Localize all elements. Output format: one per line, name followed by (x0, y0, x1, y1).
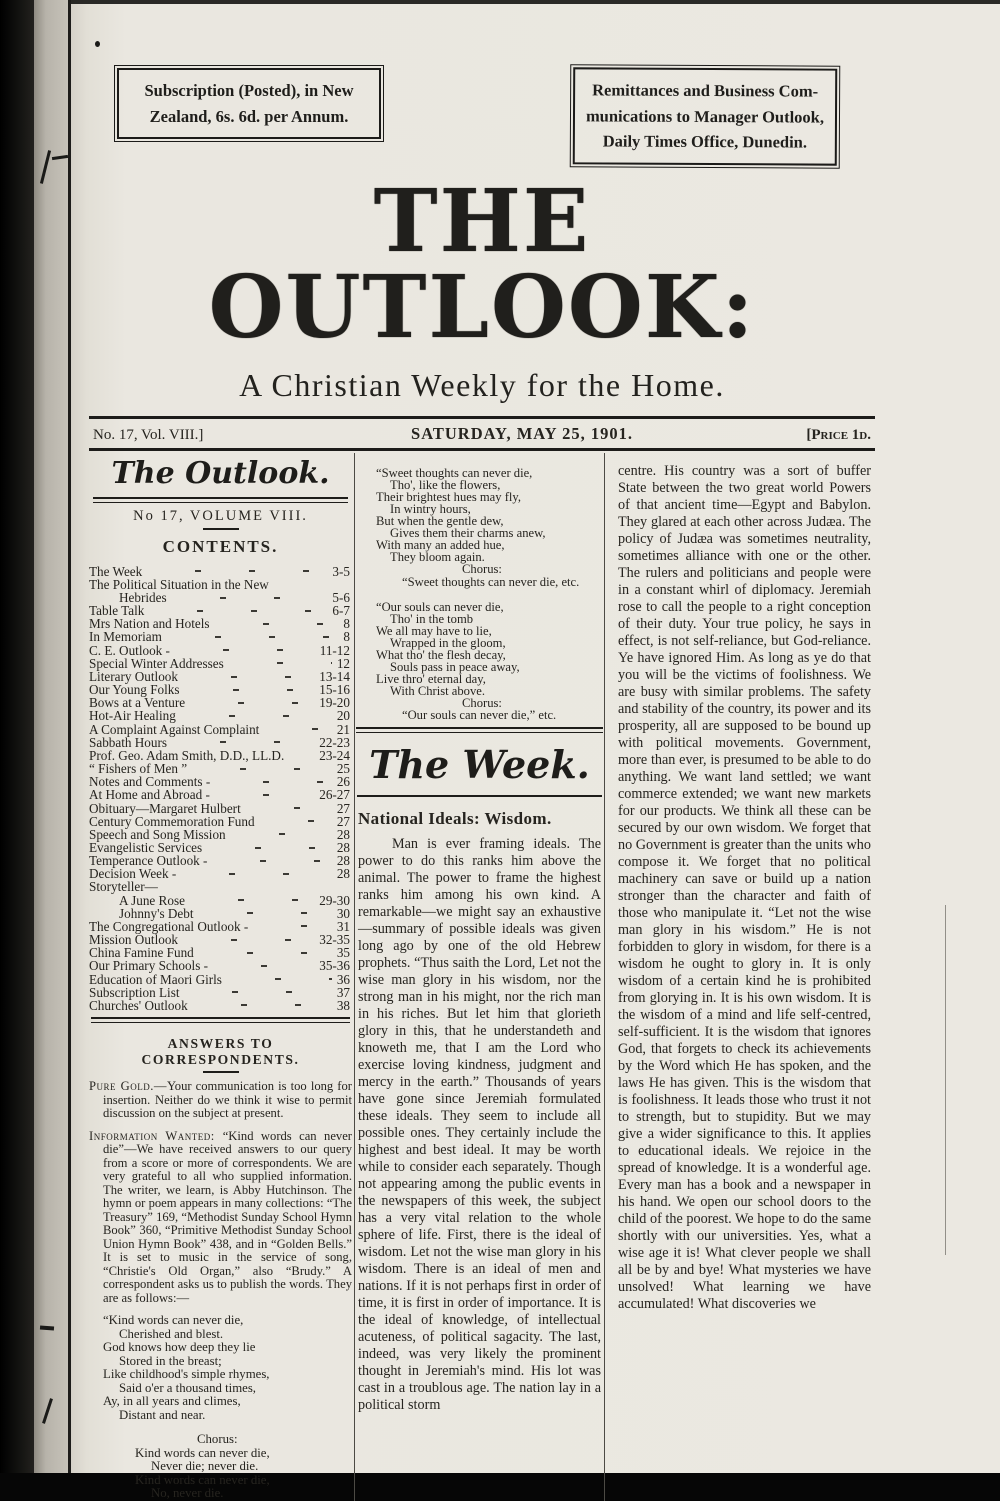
dash-leader (190, 899, 314, 901)
contents-item-title: Hebrides (119, 590, 167, 605)
contents-item-page: 3-5 (332, 563, 350, 579)
contents-item-page: 35-36 (319, 958, 350, 974)
poem-line: We all may have to lie, (376, 623, 492, 638)
dash-leader (167, 636, 339, 638)
contents-item-page: 5-6 (332, 590, 350, 605)
poem-line: Kind words can never die, (135, 1472, 270, 1487)
contents-row (89, 565, 350, 578)
dash-leader (264, 728, 331, 730)
contents-row (89, 815, 350, 828)
contents-item-title: Temperance Outlook - (89, 853, 208, 869)
contents-item-page: 31 (336, 918, 350, 934)
contents-item-title: “ Fishers of Men ” (89, 761, 188, 777)
article-text-middle: Man is ever framing ideals. The power to do this ranks him above the animal. The power to frame the highest ranks him among his own kind. A remarkable—we might say an exhaustive—summary of possible ideals was given long ago by one of the old Hebrew prophets. “Thus saith the Lord, Let not the wise man glory in his wisdom, nor the strong man in his might, nor the rich man in his riches. But let him that glorieth glory in this, that he understandeth and knoweth me, that I am the Lord who exercise loving kindness, judgment and mercy in the earth.” Thousands of years have gone since Jeremiah formulated these ideals. They seem to include all possible ones. They certainly include the highest and best ideal. It may be worth while to consider each separately. Though not appearing among the public events in the newspapers of this week, the subject has a very vital relation to the whole sphere of life. First, there is the ideal of wisdom. Let not the wise man glory in his wisdom. There is an ideal of men and nations. If it is not perhaps first in order of time, it is first in order of importance. It is the ideal of knowledge, of intellectual acuteness, of political sagacity. The last, indeed, was very likely the prominent thought in Jeremiah's mind. His lot was cast in a troublous age. The nation lay in a political storm (358, 835, 601, 1413)
poem-line: Chorus: (462, 696, 502, 711)
contents-item-title: Storyteller— (89, 879, 158, 895)
contents-item-page: 8 (343, 629, 350, 645)
kind-words-poem (89, 1314, 352, 1501)
dateline (89, 419, 875, 448)
contents-item-title: The Political Situation in the New (89, 576, 269, 592)
poem-line: “Sweet thoughts can never die, (376, 465, 533, 480)
contents-item-title: Churches' Outlook (89, 997, 188, 1013)
contents-row (89, 736, 350, 749)
poem-line: Gives them their charms anew, (390, 526, 546, 541)
dash-leader (193, 1004, 332, 1006)
poem-line: Stored in the breast; (119, 1353, 222, 1368)
dash-leader (231, 833, 332, 835)
poem-line: “Our souls can never die,” etc. (402, 708, 557, 723)
contents-item-title: Speech and Song Mission (89, 826, 226, 842)
double-rule (93, 497, 348, 503)
dash-leader (181, 715, 332, 717)
contents-item-page: 35 (336, 945, 350, 961)
contents-item-title: Education of Maori Girls (89, 971, 222, 987)
horizontal-rule (357, 795, 602, 797)
poem-line: “Kind words can never die, (103, 1313, 244, 1327)
poem-line: Chorus: (197, 1432, 238, 1446)
poem-line: With Christ above. (390, 684, 485, 699)
contents-item-page: 23-24 (319, 747, 350, 763)
contents-item-title: Johnny's Debt (119, 905, 194, 921)
contents-item-title: Subscription List (89, 984, 180, 1000)
contents-row (89, 894, 350, 907)
dash-leader (192, 768, 332, 770)
contents-item-page: 26 (336, 774, 350, 790)
contents-item-title: Special Winter Addresses (89, 655, 224, 671)
poem-line: “Sweet thoughts can never die, etc. (402, 574, 580, 589)
contents-row (89, 644, 350, 657)
contents-item-page: 28 (336, 826, 350, 842)
answers-paragraph (89, 1130, 352, 1306)
dash-leader (215, 781, 332, 783)
dash-leader (172, 597, 328, 599)
dash-leader (260, 820, 332, 822)
contents-item-page: 21 (336, 721, 350, 737)
contents-row (89, 828, 350, 841)
contents-row (89, 709, 350, 722)
contents-item-page: 6-7 (332, 603, 350, 619)
scan-left-edge (0, 0, 34, 1473)
masthead-title: THE OUTLOOK: (208, 170, 756, 358)
contents-row (89, 973, 350, 986)
dash-leader (147, 570, 327, 572)
volume-line: No 17, VOLUME VIII. (133, 507, 308, 524)
dateline-price: [Price 1d. (806, 426, 871, 443)
contents-item-title: Century Commemoration Fund (89, 813, 255, 829)
poem-line: Tho', like the flowers, (390, 477, 501, 492)
contents-row (89, 723, 350, 736)
sweet-thoughts-poem (356, 453, 603, 727)
dash-leader (175, 649, 315, 651)
contents-list (89, 565, 352, 1012)
contents-item-title: Our Primary Schools - (89, 958, 209, 974)
poem-line: Never die; never die. (151, 1459, 259, 1473)
remittances-box-line2: munications to Manager Outlook, (585, 105, 825, 127)
masthead-subtitle: A Christian Weekly for the Home. (239, 366, 725, 403)
contents-row (89, 657, 350, 670)
article-text-right: centre. His country was a sort of buffer State between the two great world Powers of that ancient time—Egypt and Babylon. They glared at each other across Judæa. The policy of Judæa was sometimes neutrality, sometimes alliance with one or the other. The rulers and politicians and people were in a constant whirl of diplomacy. Jeremiah rose to call the people to a right conception of their duty. Your true policy, he says in effect, is not self-reliance, but God-reliance. Ye have ignored Him. As long as ye do that you will be the victims of foolishness. We are busy with similar problems. The safety and stability of the country, its power and its prosperity, all are supposed to be bound up with political movements. Government, more than ever, is presumed to be able to do anything. We want land settled; we want commerce extended; we want new markets for our products. We think all these can be secured by our own wisdom. We forget that no Government is greater than the units who compose it. We forget that no political machinery can save or build up a nation stronger than the character and faith of those who manipulate it. “Let not the wise man glory in his wisdom.” He is not forbidden to glory in wisdom, for there is a wisdom he ought to glory in. It is only wisdom of a certain kind he is prohibited from glorying in. It is his own wisdom. It is the wisdom of a mind and life self-centred, self-sufficient. It is the wisdom that ignores God, that forgets to check its achievements by the Word which He has spoken, and the laws He has given. This is the wisdom that is foolishness. It leads those who trust it not to strength, but to stupidity. But we may give a wider significance to this. It applies to educational ideals. We rejoice in the spread of knowledge. It is a wonderful age. Every man has a book and a newspaper in his hand. We open our school doors to the child of the poorest. We hope to do the same shortly with our universities. Yes, what a wise age it is! What clever people we shall all be by and bye! What mysteries we have unsolved! What learning we have accumulated! What discoveries we (618, 462, 871, 1312)
contents-item-page: 13-14 (319, 668, 350, 684)
poem-line: In wintry hours, (390, 501, 471, 516)
dash-leader (215, 794, 314, 796)
contents-item-page: 37 (336, 984, 350, 1000)
dash-leader (190, 702, 314, 704)
column-left (89, 453, 352, 1501)
contents-row (89, 630, 350, 643)
poem-line: Live thro' eternal day, (376, 672, 486, 687)
contents-item-title: Decision Week - (89, 866, 177, 882)
subscription-box (117, 68, 381, 139)
contents-item-page: 27 (336, 813, 350, 829)
contents-item-title: Obituary—Margaret Hulbert (89, 800, 241, 816)
column-right (607, 453, 875, 1501)
contents-item-title: Prof. Geo. Adam Smith, D.D., LL.D. (89, 747, 285, 763)
remittances-box (573, 67, 838, 165)
poem-line: God knows how deep they lie (103, 1340, 256, 1354)
poem-line: They bloom again. (390, 550, 485, 565)
poem-line: Their brightest hues may fly, (376, 489, 522, 504)
dash-leader (181, 873, 331, 875)
dateline-date: SATURDAY, MAY 25, 1901. (411, 423, 633, 443)
contents-item-page: 20 (336, 708, 350, 724)
contents-row (89, 959, 350, 972)
contents-item-title: A June Rose (119, 892, 185, 908)
contents-item-page: 12 (336, 655, 350, 671)
dash-leader (199, 952, 332, 954)
dash-leader (213, 965, 314, 967)
contents-item-title: Mrs Nation and Hotels (89, 616, 210, 632)
contents-item-title: Bows at a Venture (89, 695, 186, 711)
contents-item-title: Notes and Comments - (89, 774, 211, 790)
contents-row (89, 986, 350, 999)
contents-item-page: 28 (336, 866, 350, 882)
contents-item-title: Hot-Air Healing (89, 708, 176, 724)
page-binding-strip (34, 0, 68, 1473)
contents-item-title: At Home and Abroad - (89, 787, 210, 803)
dash-leader (212, 860, 331, 862)
answers-paragraph-text: “Kind words can never die”—We have received answers to our query from a score or more of correspondents. We are very grateful to all who supplied information. The writer, we learn, is Abby Hutchinson. The hymn or poem appears in many collections: “The Treasury” 169, “Methodist Sunday School Hymn Book” 360, “Primitive Methodist Sunday School Union Hymn Book” 438, and in “Golden Bells.” It is set to music in the service of song, “Christie's Old Organ,” also “Brudy.” A correspondent asks us to publish the words. They are as follows:— (103, 1128, 353, 1305)
contents-item-page: 28 (336, 853, 350, 869)
contents-row (89, 802, 350, 815)
poem-line: Cherished and blest. (119, 1326, 224, 1341)
contents-item-title: The Congregational Outlook - (89, 918, 249, 934)
contents-row (89, 907, 350, 920)
contents-item-page: 27 (336, 800, 350, 816)
contents-row (89, 788, 350, 801)
contents-row (89, 880, 350, 893)
header-notice-boxes (89, 68, 875, 165)
contents-item-page: 26-27 (319, 787, 350, 803)
article-heading: National Ideals: Wisdom. (358, 808, 552, 828)
columns (89, 453, 875, 1501)
dash-leader (149, 610, 327, 612)
page-content (89, 0, 875, 1501)
contents-item-title: Literary Outlook (89, 668, 178, 684)
contents-item-title: C. E. Outlook - (89, 642, 170, 658)
dash-leader (184, 991, 331, 993)
contents-item-page: 28 (336, 839, 350, 855)
dash-leader (183, 676, 314, 678)
poem-line: No, never die. (151, 1486, 224, 1500)
contents-title: CONTENTS. (162, 536, 279, 556)
subscription-box-line1: Subscription (Posted), in New (144, 81, 354, 100)
short-rule (203, 1071, 239, 1073)
column-middle (354, 453, 605, 1501)
poem-line: What tho' the flesh decay, (376, 648, 506, 662)
dash-leader (253, 925, 332, 927)
poem-line: Souls pass in peace away, (390, 660, 520, 675)
contents-item-page: 8 (343, 616, 350, 632)
dateline-issue: No. 17, Vol. VIII.] (93, 426, 204, 443)
contents-item-page: 32-35 (319, 932, 350, 948)
dash-leader (229, 662, 332, 664)
double-rule (91, 1017, 350, 1023)
contents-item-page: 36 (336, 971, 350, 987)
contents-item-title: Mission Outlook (89, 932, 179, 948)
contents-item-title: Evangelistic Services (89, 839, 203, 855)
subscription-box-line2: Zealand, 6s. 6d. per Annum. (149, 106, 349, 126)
poem-line: “Our souls can never die, (376, 599, 504, 614)
answers-heading: ANSWERS TO CORRESPONDENTS. (141, 1036, 300, 1067)
section-title-the-week: The Week. (369, 741, 590, 787)
remittances-box-line3: Daily Times Office, Dunedin. (602, 131, 808, 152)
dash-leader (185, 689, 315, 691)
contents-item-page: 22-23 (319, 734, 350, 750)
poem-line: With many an added hue, (376, 538, 505, 553)
contents-item-title: Our Young Folks (89, 682, 180, 698)
poem-line: But when the gentle dew, (376, 514, 504, 529)
poem-line: Tho' in the tomb (390, 611, 474, 626)
left-column-title: The Outlook. (111, 455, 330, 491)
contents-item-page: 38 (336, 997, 350, 1013)
answers-paragraph (89, 1080, 352, 1121)
poem-line: Ay, in all years and climes, (103, 1394, 241, 1408)
dash-leader (183, 939, 314, 941)
dash-leader (246, 807, 332, 809)
poem-line: Said o'er a thousand times, (119, 1380, 257, 1395)
poem-line: Distant and near. (119, 1407, 206, 1422)
poem-line: Wrapped in the gloom, (390, 635, 506, 650)
dash-leader (199, 912, 332, 914)
dash-leader (215, 623, 339, 625)
answers-paragraph-lead: Information Wanted: (89, 1128, 223, 1143)
contents-item-title: Table Talk (89, 603, 145, 619)
poem-line: Chorus: (462, 562, 502, 577)
contents-item-title: The Week (89, 563, 143, 579)
contents-item-page: 15-16 (319, 682, 350, 698)
dash-leader (227, 978, 332, 980)
column-rule-fragment (945, 905, 946, 1255)
contents-item-page: 11-12 (319, 642, 350, 658)
short-rule (203, 528, 239, 530)
contents-item-page: 19-20 (319, 695, 350, 711)
dash-leader (207, 847, 332, 849)
answers-paragraph-lead: Pure Gold.— (89, 1079, 167, 1093)
poem-line: Kind words can never die, (135, 1445, 270, 1460)
contents-item-page: 30 (336, 905, 350, 921)
answers-paragraph-text: Your communication is too long for insertion. Neither do we think it wise to permit discussion on the subject at present. (103, 1079, 352, 1120)
contents-item-title: China Famine Fund (89, 945, 194, 961)
dash-leader (172, 741, 314, 743)
poem-line (360, 588, 603, 601)
contents-item-title: In Memoriam (89, 629, 162, 645)
contents-item-page: 25 (336, 761, 350, 777)
contents-item-title: Sabbath Hours (89, 734, 168, 750)
contents-row (89, 999, 350, 1012)
remittances-box-line1: Remittances and Business Com- (592, 80, 819, 101)
horizontal-rule (89, 448, 875, 451)
contents-item-page: 29-30 (319, 892, 350, 908)
contents-item-title: A Complaint Against Complaint (89, 721, 260, 737)
poem-line: Like childhood's simple rhymes, (103, 1367, 270, 1381)
